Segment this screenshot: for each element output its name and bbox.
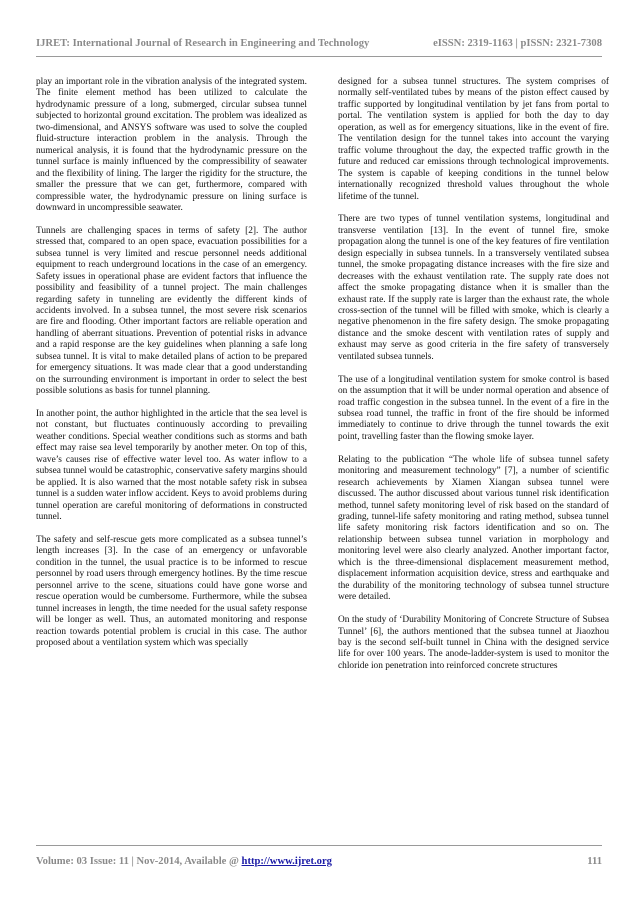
paragraph: Tunnels are challenging spaces in terms of safety [2]. The author stressed that, compared to an open space, evacuation possibilities for a subsea tunnel is very limited and rescue personnel needs additional equipment to reach underground locations in the case of an emergency. Safety issues in operational phase are evident factors that influence the possibility and feasibility of a tunnel project. The main challenges regarding safety in tunneling are evidently the different kinds of accidents involved. In a subsea tunnel, the most severe risk scenarios are fire and flooding. Other important factors are reliable operation and handling of aberrant situations. Prevention of potential risks in advance and a rapid response are the key guidelines when planning a safe long subsea tunnel. It is vital to make detailed plans of action to be prepared for emergency situations. It was made clear that a good understanding on the surrounding environment is important in order to select the best possible solutions as basis for tunnel planning. xyxy=(36,225,307,397)
footer-rule xyxy=(36,845,602,846)
paragraph: The use of a longitudinal ventilation system for smoke control is based on the assumption that it will be under normal operation and absence of road traffic congestion in the subsea tunnel. In the event of a fire in the subsea road tunnel, the traffic in front of the fire should be informed immediately to continue to drive through the tunnel towards the exit point, travelling faster than the flowing smoke layer. xyxy=(338,374,609,442)
paragraph: play an important role in the vibration analysis of the integrated system. The finite element method has been utilized to calculate the hydrodynamic pressure of a long, submerged, circular subsea tunnel subjected to horizontal ground excitation. The problem was idealized as two-dimensional, and ANSYS software was used to solve the coupled fluid-structure interaction problem in the analysis. Through the numerical analysis, it is found that the hydrodynamic pressure on the tunnel surface is mainly influenced by the compressibility of seawater and the flexibility of lining. The larger the rigidity for the structure, the smaller the pressure that we can get, furthermore, compared with compressible water, the hydrodynamic pressure on lining surface is downward in uncompressible seawater. xyxy=(36,77,307,213)
page-number: 111 xyxy=(587,856,602,867)
issn-numbers: eISSN: 2319-1163 | pISSN: 2321-7308 xyxy=(433,38,602,49)
page-footer xyxy=(36,856,602,867)
page-header xyxy=(36,38,602,49)
paragraph: Relating to the publication “The whole life of subsea tunnel safety monitoring and measurement technology” [7], a number of scientific research achievements by Xiamen Xiangan subsea tunnel were discussed. The author discussed about various tunnel risk identification method, tunnel safety monitoring level of risk based on the standard of grading, tunnel-life safety monitoring and rating method, subsea tunnel life safety monitoring risk factors identification and so on. The relationship between subsea tunnel variation in morphology and monitoring level were also clearly analyzed. Another important factor, which is the three-dimensional displacement measurement method, displacement information acquisition device, stress and earthquake and the durability of the monitoring technology of subsea tunnel structure were detailed. xyxy=(338,454,609,603)
volume-info: Volume: 03 Issue: 11 | Nov-2014, Available @ xyxy=(36,856,242,867)
left-column xyxy=(36,77,307,661)
right-column xyxy=(338,77,609,684)
paragraph: The safety and self-rescue gets more complicated as a subsea tunnel’s length increases [3]. In the case of an emergency or unfavorable condition in the tunnel, the usual practice is to be informed to rescue personnel by road users through emergency hotlines. By the time rescue personnel arrive to the scene, situations could have gone worse and rescue operation would be cumbersome. Furthermore, while the subsea tunnel increases in length, the time needed for the usual safety response will be longer as well. Thus, an automated monitoring and response reaction towards potential problem is crucial in this case. The author proposed about a ventilation system which was specially xyxy=(36,534,307,649)
paragraph: designed for a subsea tunnel structures. The system comprises of normally self-ventilated tubes by means of the piston effect caused by traffic supported by longitudinal ventilation by jet fans from portal to portal. The ventilation system is applied for both the day to day operation, as well as for emergency situations, like in the event of fire. The ventilation design for the tunnel takes into account the varying traffic volume throughout the day, the expected traffic growth in the future and reduced car emissions through technological improvements. The system is capable of keeping conditions in the tunnel below internationally recognized threshold values throughout the whole lifetime of the tunnel. xyxy=(338,77,609,202)
paragraph: On the study of ‘Durability Monitoring of Concrete Structure of Subsea Tunnel’ [6], the authors mentioned that the subsea tunnel at Jiaozhou bay is the second self-built tunnel in China with the designed service life for over 100 years. The anode-ladder-system is used to monitor the chloride ion penetration into reinforced concrete structures xyxy=(338,615,609,671)
paragraph: There are two types of tunnel ventilation systems, longitudinal and transverse ventilation [13]. In the event of tunnel fire, smoke propagation along the tunnel is one of the key features of fire ventilation design especially in subsea tunnels. In a transversely ventilated subsea tunnel, the smoke propagating distance increases with the fire size and decreases with the exhaust ventilation rate. The supply rate does not affect the smoke propagating distance when it is smaller than the exhaust rate. If the supply rate is larger than the exhaust rate, the whole cross-section of the tunnel will be filled with smoke, which is clearly a negative phenomenon in the fire safety design. The smoke propagating distance and the smoke descent with ventilation rates of supply and exhaust may serve as good criteria in the fire safety of transversely ventilated subsea tunnels. xyxy=(338,214,609,362)
journal-title: IJRET: International Journal of Research in Engineering and Technology xyxy=(36,38,370,49)
paragraph: In another point, the author highlighted in the article that the sea level is not constant, but fluctuates continuously according to prevailing weather conditions. Special weather conditions such as storms and bath effect may raise sea level temporarily by another meter. On top of this, wave’s causes rise of effective water level too. As water inflow to a subsea tunnel would be catastrophic, conservative safety margins should be applied. It is also warned that the most notable safety risk in subsea tunnel is a sudden water inflow accident. Keys to avoid problems during tunnel operation are careful monitoring of deformations in constructed tunnel. xyxy=(36,409,307,523)
journal-link[interactable]: http://www.ijret.org xyxy=(241,856,332,867)
header-rule xyxy=(36,56,602,57)
